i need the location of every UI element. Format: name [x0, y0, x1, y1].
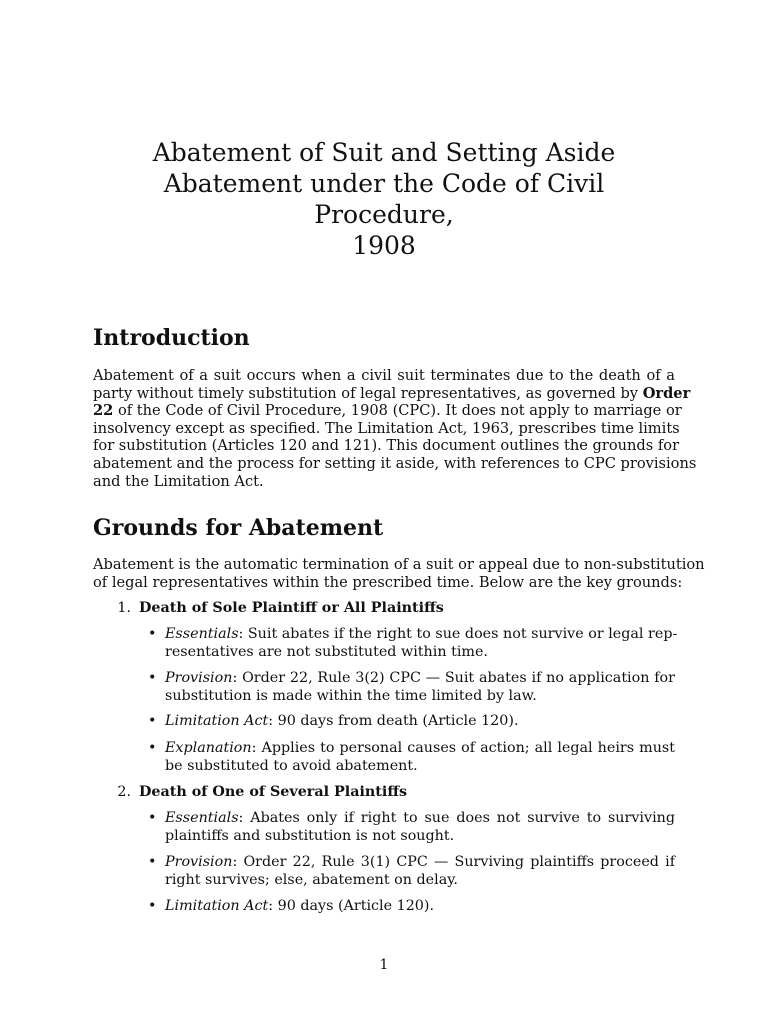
page-number: 1: [379, 957, 389, 973]
title-line: 1908: [352, 231, 416, 260]
introduction-paragraph: [93, 367, 697, 490]
text-line: [165, 670, 675, 688]
bullet-label: Essentials: [165, 810, 239, 826]
item-title: Death of Sole Plaintiff or All Plaintiffs: [139, 600, 444, 616]
grounds-intro-paragraph: [93, 556, 705, 591]
bullet-label: Explanation: [165, 740, 252, 756]
text-line: [165, 626, 678, 644]
document-title: [93, 137, 675, 261]
text-line: [165, 713, 675, 731]
text-span: : Abates only if right to sue does not survive to surviving: [238, 810, 675, 826]
section-heading-introduction: Introduction: [93, 325, 250, 351]
text-line: for substitution (Articles 120 and 121). This document outlines the grounds for: [93, 437, 680, 455]
text-line: resentatives are not substituted within time.: [165, 643, 488, 660]
text-line: Abatement of a suit occurs when a civil suit terminates due to the death of a: [93, 367, 675, 384]
title-line: Abatement under the Code of Civil Procedure,: [163, 169, 605, 229]
text-line: Abatement is the automatic termination of a suit or appeal due to non-substitution: [93, 556, 705, 573]
text-line: [165, 898, 675, 916]
bullet-label: Essentials: [165, 626, 239, 642]
text-span: : Suit abates if the right to sue does not survive or legal rep-: [238, 626, 678, 642]
text-line: and the Limitation Act.: [93, 472, 264, 490]
text-line: abatement and the process for setting it aside, with references to CPC provisions: [93, 454, 697, 472]
text-line: [165, 740, 675, 758]
text-line: [93, 384, 691, 403]
numbered-item-heading: [93, 783, 407, 801]
item-number: 1.: [117, 600, 131, 616]
text-span: party without timely substitution of legal representatives, as governed by: [93, 384, 639, 402]
bullet-label: Limitation Act: [165, 713, 269, 729]
text-span: : Order 22, Rule 3(2) CPC — Suit abates if no application for: [232, 670, 675, 686]
item-number: 2.: [117, 784, 131, 800]
text-line: [93, 402, 682, 420]
text-line: plaintiffs and substitution is not sought.: [165, 827, 455, 844]
text-line: insolvency except as specified. The Limitation Act, 1963, prescribes time limits: [93, 419, 680, 437]
bullet-label: Limitation Act: [165, 898, 269, 914]
text-span: of the Code of Civil Procedure, 1908 (CPC). It does not apply to marriage or: [117, 402, 682, 420]
text-line: substitution is made within the time limited by law.: [165, 687, 537, 704]
text-span: : 90 days (Article 120).: [268, 898, 435, 914]
text-line: [165, 854, 675, 872]
text-line: right survives; else, abatement on delay.: [165, 871, 458, 888]
text-line: of legal representatives within the prescribed time. Below are the key grounds:: [93, 573, 683, 591]
numbered-item-heading: [93, 599, 444, 617]
bold-term: 22: [93, 402, 114, 420]
item-title: Death of One of Several Plaintiffs: [139, 784, 408, 800]
section-heading-grounds: Grounds for Abatement: [93, 515, 384, 541]
text-span: : Order 22, Rule 3(1) CPC — Surviving plaintiffs proceed if: [232, 854, 675, 870]
text-span: : 90 days from death (Article 120).: [268, 713, 519, 729]
bullet-label: Provision: [165, 854, 233, 870]
bold-term: Order: [642, 384, 691, 402]
text-line: be substituted to avoid abatement.: [165, 757, 418, 774]
bullet-label: Provision: [165, 670, 233, 686]
text-span: : Applies to personal causes of action; all legal heirs must: [251, 740, 675, 756]
title-line: Abatement of Suit and Setting Aside: [152, 138, 616, 167]
text-line: [165, 810, 675, 828]
